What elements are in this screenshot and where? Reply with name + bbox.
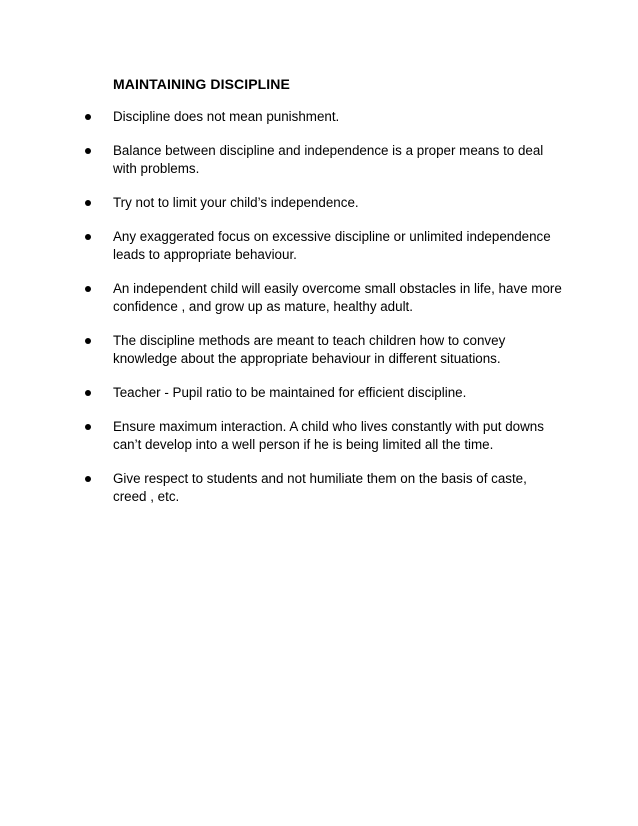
bullet-text: Try not to limit your child’s independence. xyxy=(113,195,359,210)
bullet-dot-icon xyxy=(85,476,91,482)
document-title: MAINTAINING DISCIPLINE xyxy=(113,76,290,92)
bullet-dot-icon xyxy=(85,200,91,206)
bullet-dot-icon xyxy=(85,286,91,292)
bullet-item xyxy=(0,280,563,316)
bullet-item xyxy=(0,418,563,454)
bullet-text: Give respect to students and not humiliate them on the basis of caste, creed , etc. xyxy=(113,471,527,504)
bullet-dot-icon xyxy=(85,424,91,430)
bullet-text: An independent child will easily overcome small obstacles in life, have more confidence , and grow up as mature, healthy adult. xyxy=(113,281,562,314)
bullet-dot-icon xyxy=(85,148,91,154)
bullet-text: Ensure maximum interaction. A child who lives constantly with put downs can’t develop into a well person if he is being limited all the time. xyxy=(113,419,544,452)
bullet-text: The discipline methods are meant to teach children how to convey knowledge about the appropriate behaviour in different situations. xyxy=(113,333,506,366)
bullet-item xyxy=(0,332,563,368)
bullet-item xyxy=(0,194,563,212)
bullet-dot-icon xyxy=(85,114,91,120)
bullet-text: Balance between discipline and independence is a proper means to deal with problems. xyxy=(113,143,544,176)
bullet-dot-icon xyxy=(85,390,91,396)
bullet-text: Teacher - Pupil ratio to be maintained for efficient discipline. xyxy=(113,385,467,400)
bullet-text: Discipline does not mean punishment. xyxy=(113,109,340,124)
bullet-dot-icon xyxy=(85,234,91,240)
bullet-list xyxy=(0,108,638,522)
bullet-item xyxy=(0,384,563,402)
bullet-item xyxy=(0,142,563,178)
bullet-item xyxy=(0,108,563,126)
bullet-dot-icon xyxy=(85,338,91,344)
bullet-item xyxy=(0,470,563,506)
bullet-item xyxy=(0,228,563,264)
bullet-text: Any exaggerated focus on excessive discipline or unlimited independence leads to appropriate behaviour. xyxy=(113,229,551,262)
